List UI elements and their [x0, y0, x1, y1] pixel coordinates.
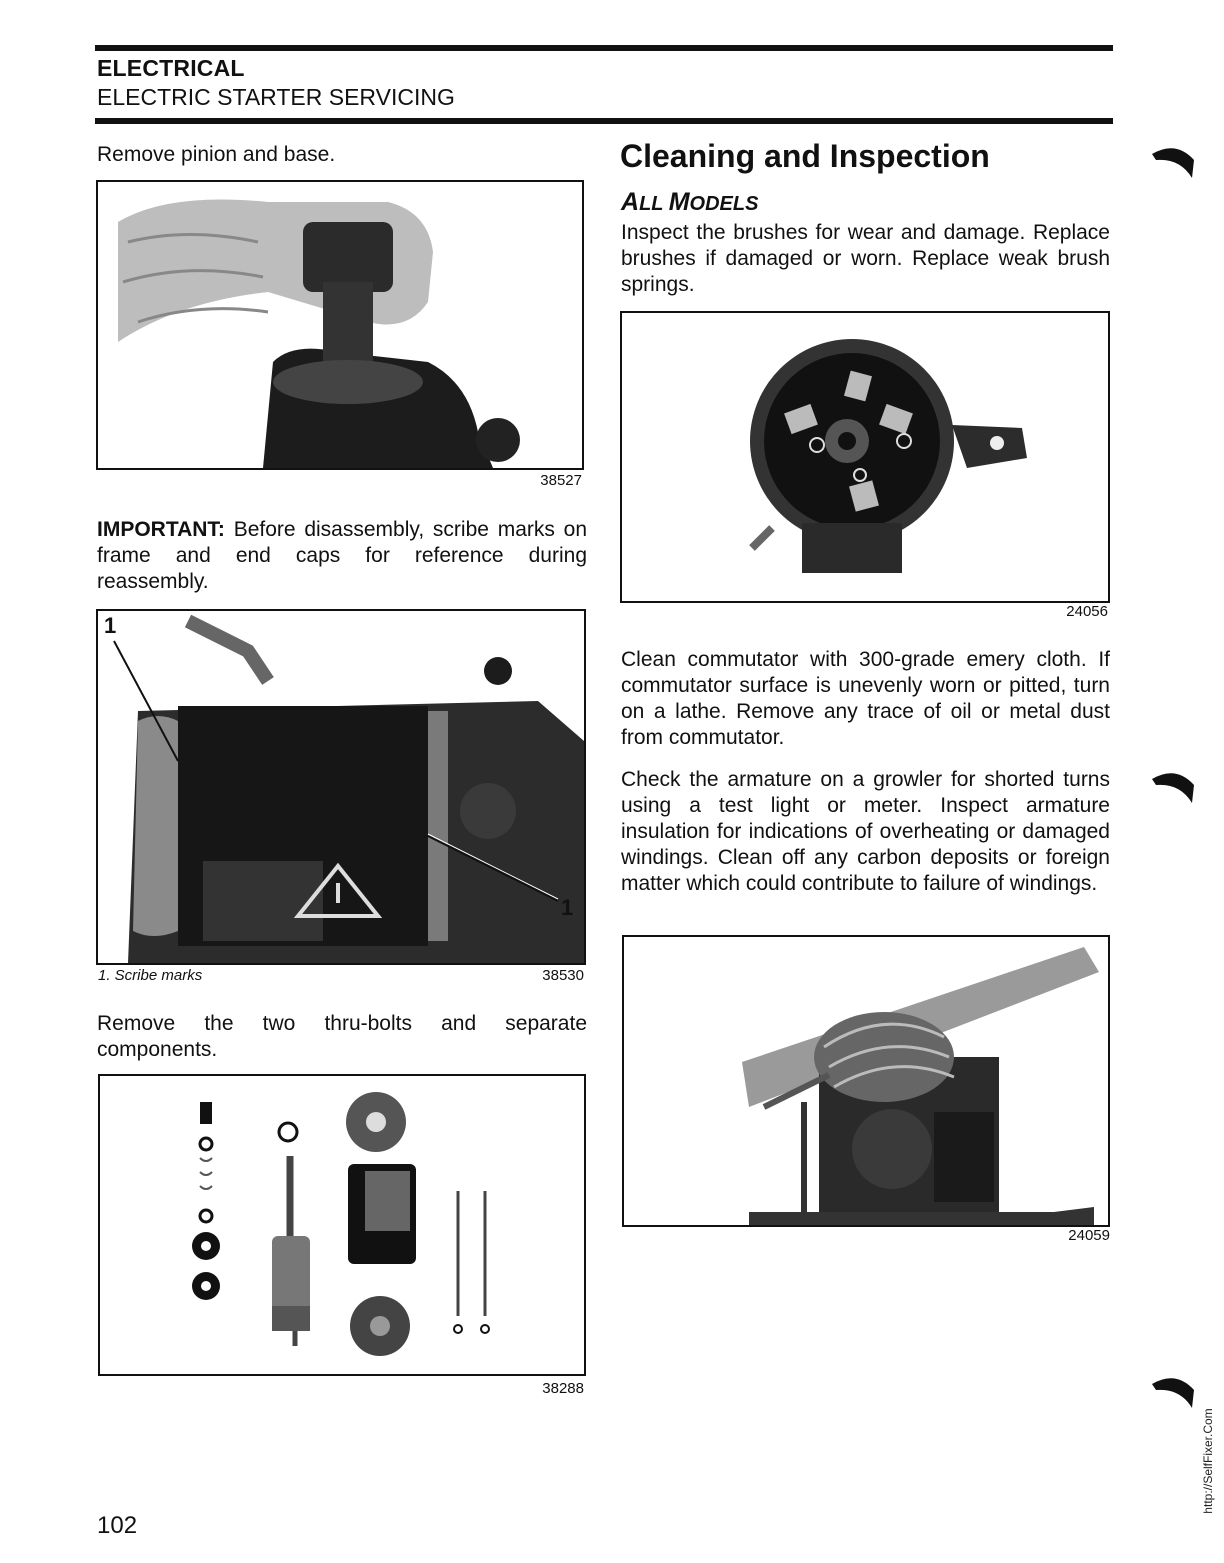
- components-photo: [100, 1076, 584, 1374]
- subheading-all-models: [621, 188, 758, 217]
- subheading-a: A: [621, 188, 640, 216]
- subheading-m: M: [668, 188, 690, 216]
- starter-photo: [98, 611, 584, 963]
- header-rule-top: [95, 45, 1113, 51]
- important-text: Before disassembly, scribe marks on frame and end caps for reference during reassembly.: [97, 518, 587, 593]
- watermark-url: [1196, 1398, 1220, 1523]
- figure-caption-scribe-marks: 1. Scribe marks: [98, 967, 203, 984]
- subheading-odels: ODELS: [689, 193, 759, 215]
- header-rule-bottom: [95, 118, 1113, 124]
- heading-cleaning-inspection: Cleaning and Inspection: [620, 138, 990, 174]
- figure-pinion-removal: [96, 180, 584, 470]
- pinion-photo: [98, 182, 582, 468]
- page-edge-tab-bottom: [1150, 1370, 1196, 1410]
- figure-id-24059: 24059: [1068, 1227, 1110, 1244]
- important-label: IMPORTANT:: [97, 518, 225, 541]
- step-remove-pinion: Remove pinion and base.: [97, 143, 336, 166]
- para-clean-commutator: Clean commutator with 300-grade emery cloth. If commutator surface is unevenly worn or pitted, turn on a lathe. Remove any trace of oil or metal dust from commutator.: [621, 648, 1110, 749]
- watermark-text: http://SelfFixer.Com: [1201, 1407, 1215, 1514]
- subsection-title: ELECTRIC STARTER SERVICING: [97, 84, 455, 110]
- para-check-armature: Check the armature on a growler for shorted turns using a test light or meter. Inspect armature insulation for indications of overheating or damaged windings. Clean off any carbon deposits or foreign matter which could contribute to failure of windings.: [621, 768, 1110, 895]
- callout-1-bottom: 1: [561, 895, 574, 920]
- figure-scribe-marks: [96, 609, 586, 965]
- callout-1-top: 1: [104, 613, 117, 638]
- page-number: 102: [97, 1512, 138, 1539]
- figure-brush-holder: [620, 311, 1110, 603]
- figure-id-24056: 24056: [1066, 603, 1108, 620]
- figure-id-38530: 38530: [542, 967, 584, 984]
- brush-holder-photo: [622, 313, 1108, 601]
- para-inspect-brushes: Inspect the brushes for wear and damage. Replace brushes if damaged or worn. Replace weak brush springs.: [621, 221, 1110, 296]
- growler-photo: [624, 937, 1108, 1225]
- figure-id-38527: 38527: [540, 472, 582, 489]
- important-note: [97, 517, 587, 595]
- subheading-ll: LL: [639, 193, 669, 215]
- page-edge-tab-top: [1150, 140, 1196, 180]
- page-edge-tab-middle: [1150, 765, 1196, 805]
- step-remove-thru-bolts: Remove the two thru-bolts and separate components.: [97, 1012, 587, 1061]
- figure-id-38288: 38288: [542, 1380, 584, 1397]
- figure-armature-growler: [622, 935, 1110, 1227]
- figure-exploded-components: [98, 1074, 586, 1376]
- section-title: ELECTRICAL: [97, 55, 245, 81]
